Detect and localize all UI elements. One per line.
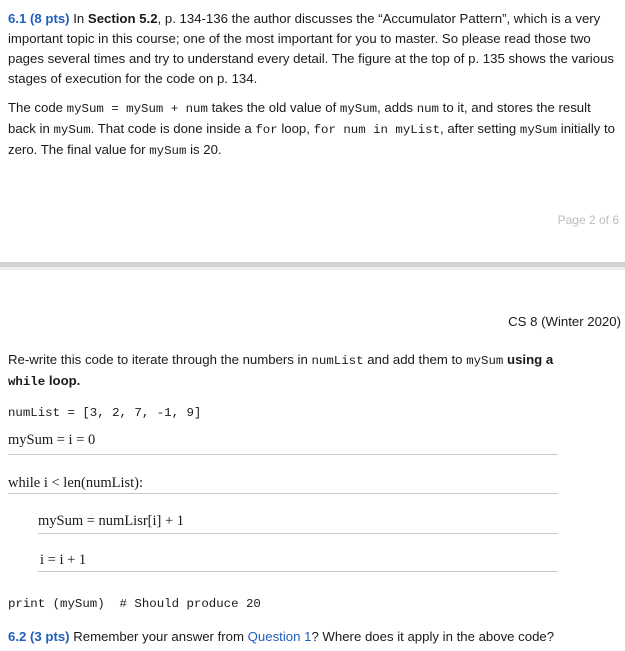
answer-line-4: i = i + 1 — [40, 552, 87, 568]
question-6-1-explanation — [8, 98, 620, 161]
inline-code: for num in myList — [313, 123, 441, 137]
question-6-2-text-b: ? Where does it apply in the above code? — [311, 629, 555, 644]
inline-code: mySum — [519, 123, 558, 137]
page-number: Page 2 of 6 — [557, 213, 619, 227]
rewrite-text-using: using a — [503, 352, 554, 367]
rewrite-code-numlist: numList — [311, 354, 364, 368]
explanation-text: initially to zero. The final value for — [8, 121, 616, 157]
inline-code: mySum = mySum + num — [66, 102, 208, 116]
inline-code: mySum — [149, 144, 187, 158]
section-reference: Section 5.2 — [87, 11, 158, 26]
answer-line-1: mySum = i = 0 — [8, 432, 96, 448]
intro-text-b: , p. 134-136 the author discusses the “Accumulator Pattern”, which is a very important topic in this course; one of the most important for you to master. So please read those two pages several times and try to understand every detail. The figure at the top of p. 135 shows the various stages of execution for the code on p. 134. — [8, 11, 615, 86]
rewrite-instruction — [8, 350, 620, 392]
inline-code: num — [416, 102, 439, 116]
rewrite-code-while: while — [8, 375, 46, 389]
question-6-2-number: 6.2 (3 pts) — [8, 629, 70, 644]
question-6-2 — [8, 629, 554, 644]
answer-rule-2 — [8, 493, 558, 494]
answer-rule-1 — [8, 454, 558, 455]
code-numlist-line: numList = [3, 2, 7, -1, 9] — [8, 406, 202, 420]
rewrite-text-loop: loop. — [45, 373, 81, 388]
explanation-text: loop, — [277, 121, 314, 136]
explanation-text: takes the old value of — [207, 100, 340, 115]
question-number: 6.1 (8 pts) — [8, 11, 70, 26]
rewrite-code-mysum: mySum — [466, 354, 504, 368]
explanation-text: to it, and stores the result back in — [8, 100, 591, 136]
answer-line-2: while i < len(numList): — [8, 475, 144, 491]
answer-rule-3 — [38, 533, 558, 534]
inline-code: for — [255, 123, 278, 137]
intro-text-a: In — [73, 11, 88, 26]
question-6-1-intro — [8, 9, 620, 89]
answer-rule-4 — [38, 571, 558, 572]
answer-line-3: mySum = numLisr[i] + 1 — [38, 513, 185, 529]
rewrite-text-a: Re-write this code to iterate through the numbers in — [8, 352, 312, 367]
rewrite-text-c: and add them to — [363, 352, 467, 367]
explanation-text: , adds — [377, 100, 417, 115]
code-print-line: print (mySum) # Should produce 20 — [8, 597, 261, 611]
explanation-text: The code — [8, 100, 67, 115]
explanation-text: , after setting — [440, 121, 520, 136]
explanation-text: . That code is done inside a — [90, 121, 256, 136]
page-separator-shadow — [0, 267, 625, 270]
question-1-link[interactable]: Question 1 — [247, 629, 312, 644]
inline-code: mySum — [53, 123, 91, 137]
inline-code: mySum — [339, 102, 378, 116]
explanation-text: is 20. — [186, 142, 222, 157]
question-6-2-text-a: Remember your answer from — [69, 629, 248, 644]
course-header: CS 8 (Winter 2020) — [508, 314, 621, 329]
